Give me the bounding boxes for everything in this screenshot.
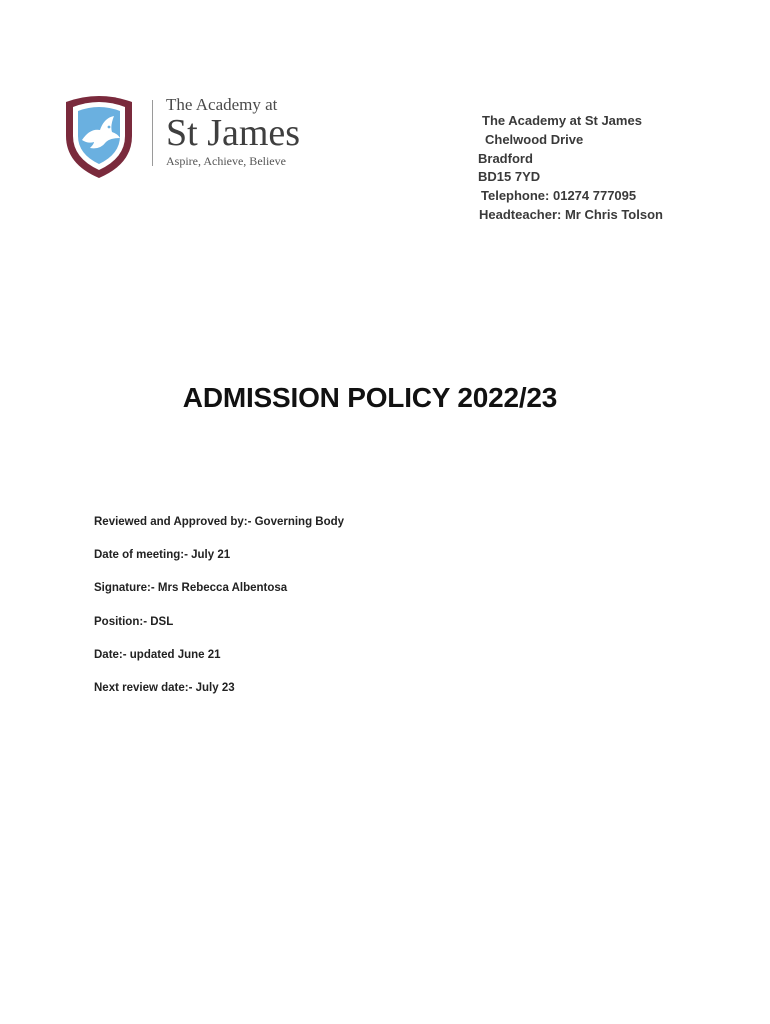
school-logo [60, 92, 330, 182]
address-telephone: Telephone: 01274 777095 [481, 188, 637, 204]
address-school-name: The Academy at St James [482, 113, 642, 128]
address-street: Chelwood Drive [485, 131, 584, 147]
logo-line-2: St James [166, 112, 301, 154]
meta-date: Date:- updated June 21 [94, 648, 221, 661]
logo-tagline: Aspire, Achieve, Believe [166, 154, 286, 168]
logo-line-1: The Academy at [166, 95, 278, 114]
meta-reviewed-by: Reviewed and Approved by:- Governing Body [94, 516, 345, 528]
address-headteacher: Headteacher: Mr Chris Tolson [479, 206, 663, 222]
document-title: ADMISSION POLICY 2022/23 [182, 382, 558, 413]
logo-wordmark [166, 96, 300, 168]
approval-details [94, 516, 344, 715]
meta-position: Position:- DSL [94, 615, 174, 628]
address-city: Bradford [478, 150, 533, 166]
dove-crest-icon [60, 92, 138, 180]
school-address [478, 112, 663, 225]
address-postcode: BD15 7YD [478, 169, 541, 185]
meta-next-review: Next review date:- July 23 [94, 681, 235, 694]
meta-signature: Signature:- Mrs Rebecca Albentosa [94, 582, 288, 595]
meta-meeting-date: Date of meeting:- July 21 [94, 549, 231, 562]
logo-divider [152, 100, 153, 166]
